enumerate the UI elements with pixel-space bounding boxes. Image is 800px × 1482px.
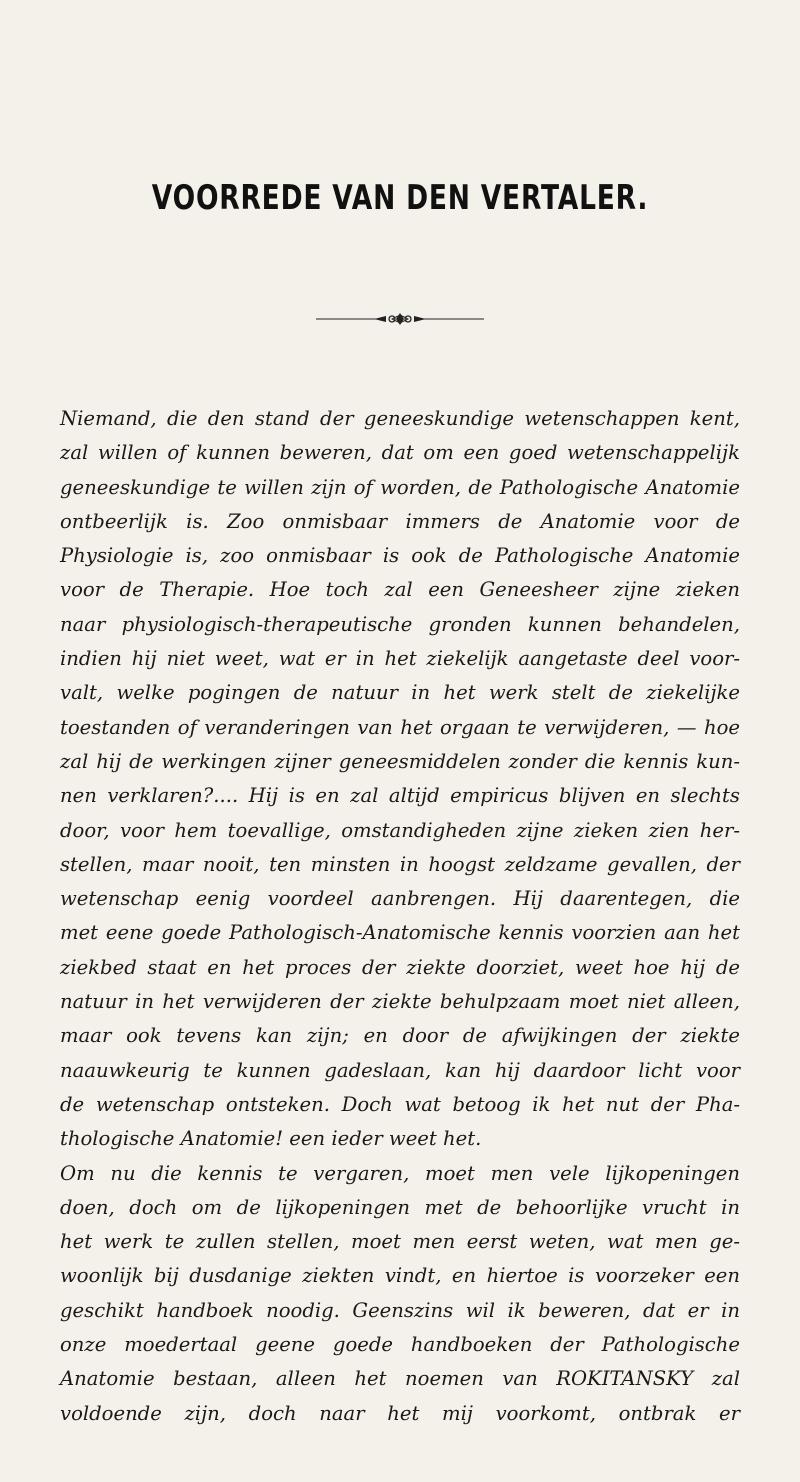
text-line: geneeskundige te willen zijn of worden, de Pathologische Anatomie: [60, 475, 740, 499]
text-line: doen, doch om de lijkopeningen met de behoorlijke vrucht in: [60, 1195, 740, 1219]
text-line: met eene goede Pathologisch-Anatomische kennis voorzien aan het: [60, 921, 740, 945]
text-line: Niemand, die den stand der geneeskundige wetenschappen kent,: [60, 407, 740, 430]
text-line: maar ook tevens kan zijn; en door de afwijkingen der ziekte: [60, 1024, 740, 1048]
text-line: Om nu die kennis te vergaren, moet men vele lijkopeningen: [60, 1161, 740, 1185]
text-line: stellen, maar nooit, ten minsten in hoogst zeldzame gevallen, der: [60, 852, 740, 876]
text-line: het werk te zullen stellen, moet men eerst weten, wat men ge-: [60, 1230, 740, 1254]
text-line: geschikt handboek noodig. Geenszins wil ik beweren, dat er in: [60, 1298, 740, 1322]
text-line: door, voor hem toevallige, omstandigheden zijne zieken zien her-: [60, 818, 740, 842]
text-line: naauwkeurig te kunnen gadeslaan, kan hij daardoor licht voor: [60, 1058, 740, 1082]
text-line: thologische Anatomie! een ieder weet het.: [60, 1127, 482, 1151]
text-line: valt, welke pogingen de natuur in het werk stelt de ziekelijke: [60, 681, 740, 705]
text-line: voldoende zijn, doch naar het mij voorkomt, ontbrak er: [60, 1401, 740, 1425]
text-line: indien hij niet weet, wat er in het ziekelijk aangetaste deel voor-: [60, 647, 740, 671]
text-line: nen verklaren?.... Hij is en zal altijd empiricus blijven en slechts: [60, 784, 740, 808]
text-line: voor de Therapie. Hoe toch zal een Geneesheer zijne zieken: [60, 578, 740, 602]
page-title: VOORREDE VAN DEN VERTALER.: [151, 178, 649, 218]
text-line: wetenschap eenig voordeel aanbrengen. Hij daarentegen, die: [60, 887, 740, 911]
text-line: onze moedertaal geene goede handboeken der Pathologische: [60, 1333, 740, 1357]
body-text: [60, 402, 740, 1431]
text-line: ziekbed staat en het proces der ziekte doorziet, weet hoe hij de: [60, 955, 740, 979]
text-line: natuur in het verwijderen der ziekte behulpzaam moet niet alleen,: [60, 990, 740, 1014]
text-line: zal hij de werkingen zijner geneesmiddelen zonder die kennis kun-: [60, 749, 740, 773]
text-line: zal willen of kunnen beweren, dat om een goed wetenschappelijk: [60, 441, 740, 465]
text-line: de wetenschap ontsteken. Doch wat betoog ik het nut der Pha-: [60, 1092, 740, 1116]
ornamental-divider-icon: [316, 313, 484, 325]
text-line: Anatomie bestaan, alleen het noemen van ROKITANSKY zal: [60, 1367, 740, 1391]
text-line: toestanden of veranderingen van het orgaan te verwijderen, — hoe: [60, 715, 740, 739]
text-line: naar physiologisch-therapeutische gronden kunnen behandelen,: [60, 612, 740, 636]
text-line: woonlijk bij dusdanige ziekten vindt, en hiertoe is voorzeker een: [60, 1264, 740, 1288]
text-line: ontbeerlijk is. Zoo onmisbaar immers de Anatomie voor de: [60, 509, 740, 533]
text-line: Physiologie is, zoo onmisbaar is ook de Pathologische Anatomie: [60, 544, 740, 568]
